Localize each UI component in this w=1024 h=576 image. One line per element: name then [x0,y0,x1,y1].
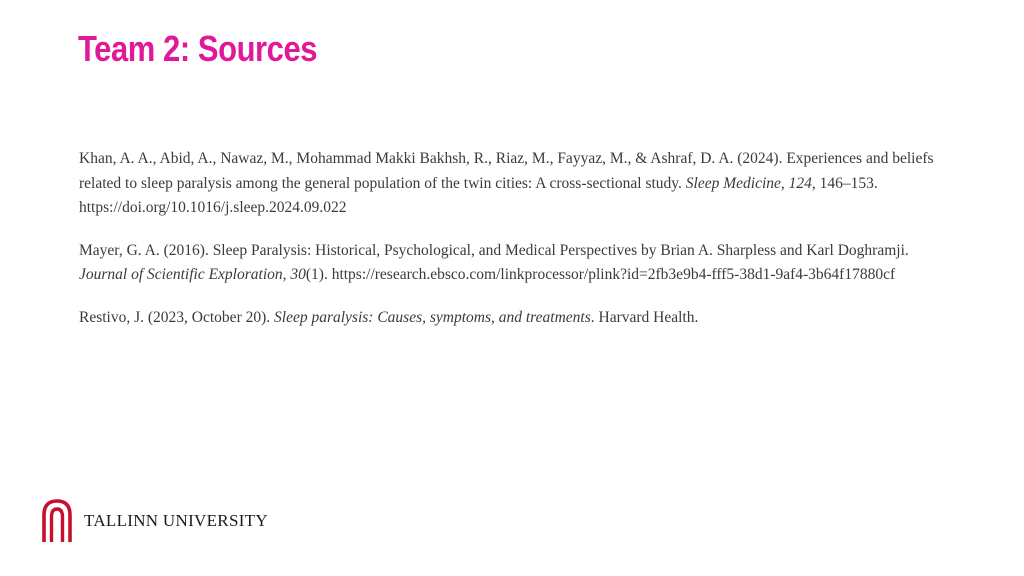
reference-text: Khan, A. A., Abid, A., Nawaz, M., Mohammad Makki Bakhsh, R., Riaz, M., Fayyaz, M., & Ashraf, D. A. (2024). Experiences and beliefs related to sleep paralysis among the general population of the twin cities: A cross-sectional study. [79,150,934,192]
arch-inner [52,509,63,542]
reference-mayer-2016: Mayer, G. A. (2016). Sleep Paralysis: Historical, Psychological, and Medical Perspectives by Brian A. Sharpless and Karl Doghramji. Journal of Scientific Exploration, 30(1). https://research.ebsco.com/linkprocessor/plink?id=2fb3e9b4-fff5-38d1-9af4-3b64f17880cf [79,241,909,283]
tallinn-university-arch-icon [42,498,72,544]
reference-pages-doi: , 146–153. https://doi.org/10.1016/j.sleep.2024.09.022 [79,174,878,216]
journal-title: Sleep Medicine [685,174,781,192]
article-title: Sleep paralysis: Causes, symptoms, and treatments [274,308,591,326]
page-title: Team 2: Sources [78,28,318,69]
arch-outer [44,501,70,542]
university-name: TALLINN UNIVERSITY [84,511,268,530]
reference-text: Mayer, G. A. (2016). Sleep Paralysis: Historical, Psychological, and Medical Perspectives by Brian A. Sharpless and Karl Doghramji. [79,241,909,259]
journal-title: Journal of Scientific Exploration [79,266,283,283]
reference-publisher: . Harvard Health. [590,308,699,326]
university-logo [42,498,268,544]
reference-issue-url: (1). https://research.ebsco.com/linkprocessor/plink?id=2fb3e9b4-fff5-38d1-9af4-3b64f17880cf [305,266,896,283]
reference-text: Restivo, J. (2023, October 20). [79,308,275,326]
reference-list [79,147,959,348]
journal-volume: 30 [290,266,306,283]
reference-khan-2024: Khan, A. A., Abid, A., Nawaz, M., Mohammad Makki Bakhsh, R., Riaz, M., Fayyaz, M., & Ashraf, D. A. (2024). Experiences and beliefs related to sleep paralysis among the general population of the twin cities: A cross-sectional study. Sleep Medicine, 124, 146–153. https://doi.org/10.1016/j.sleep.2024.09.022 [79,150,934,216]
journal-volume: 124 [788,174,812,192]
reference-restivo-2023 [79,306,959,331]
